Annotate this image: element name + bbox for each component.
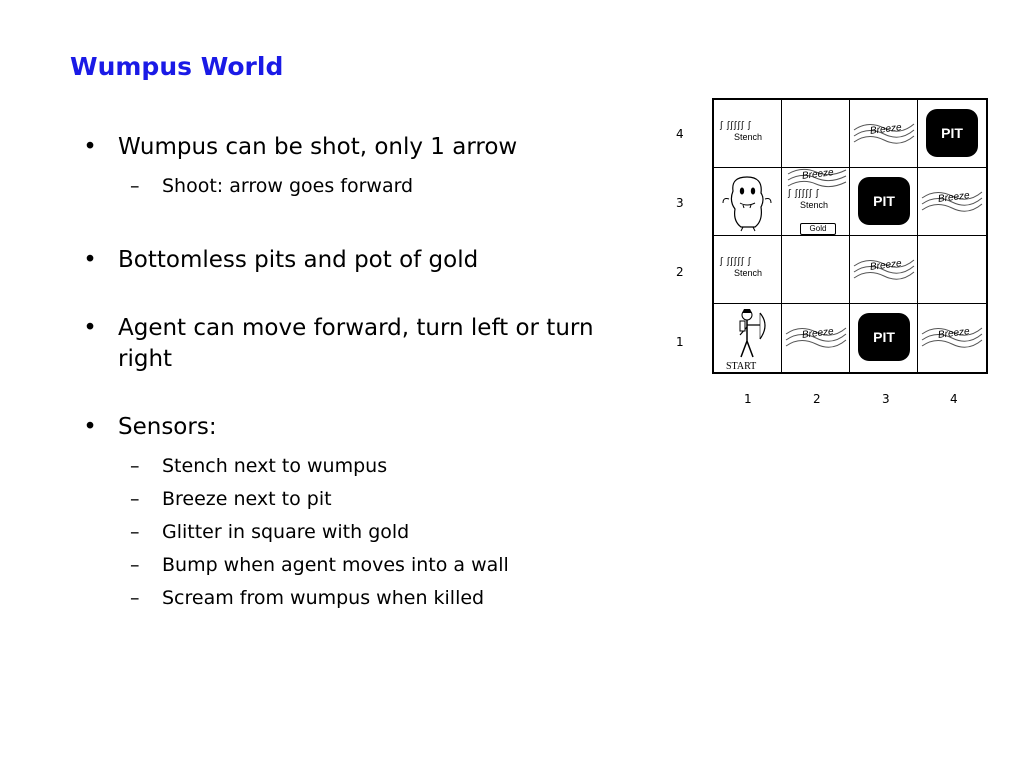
breeze-percept: [920, 320, 984, 354]
cell-r4c2: [782, 100, 850, 168]
cell-r4c3: [850, 100, 918, 168]
cell-r3c1: [714, 168, 782, 236]
breeze-percept: [852, 116, 916, 150]
breeze-label: Breeze: [801, 167, 835, 182]
sub-bullet-text: Bump when agent moves into a wall: [162, 554, 509, 576]
breeze-percept: [784, 320, 848, 354]
pit: PIT: [858, 313, 910, 361]
stench-squiggle-icon: ʃ ʃʃʃʃʃ ʃ: [720, 121, 752, 131]
stench-label: Stench: [800, 200, 829, 210]
breeze-percept: [784, 166, 848, 188]
agent-archer-icon: [728, 305, 778, 361]
bullet-dot: •: [83, 134, 97, 160]
stench-squiggle-icon: ʃ ʃʃʃʃʃ ʃ: [720, 257, 752, 267]
stench-squiggle-icon: ʃ ʃʃʃʃʃ ʃ: [788, 189, 820, 199]
stench-percept: [720, 258, 776, 282]
sub-bullet-item: [80, 582, 640, 615]
bullet-text: Sensors:: [118, 414, 217, 440]
sub-bullet-dash: –: [130, 455, 140, 477]
row-label: 4: [676, 127, 684, 141]
wumpus-world-figure: [660, 95, 1000, 415]
column-label: 1: [744, 392, 752, 406]
cell-r3c2: [782, 168, 850, 236]
breeze-percept: [920, 184, 984, 218]
start-label: START: [726, 361, 757, 372]
row-label: 3: [676, 196, 684, 210]
slide-title: Wumpus World: [70, 52, 284, 81]
cell-r3c4: [918, 168, 986, 236]
breeze-label: Breeze: [869, 122, 903, 137]
bullet-dot: •: [83, 414, 97, 440]
sub-bullet-dash: –: [130, 175, 140, 197]
breeze-percept: [852, 252, 916, 286]
sub-bullet-text: Scream from wumpus when killed: [162, 587, 485, 609]
bullet-item: [80, 313, 640, 375]
breeze-label: Breeze: [937, 190, 971, 205]
sub-bullet-dash: –: [130, 554, 140, 576]
gold-label: Gold: [800, 223, 836, 235]
sub-bullet-item: [80, 483, 640, 516]
column-label: 3: [882, 392, 890, 406]
breeze-label: Breeze: [869, 258, 903, 273]
row-label: 1: [676, 335, 684, 349]
wumpus-icon: [715, 169, 781, 235]
sub-bullet-dash: –: [130, 587, 140, 609]
column-label: 2: [813, 392, 821, 406]
cell-r1c2: [782, 304, 850, 372]
sub-bullet-dash: –: [130, 488, 140, 510]
breeze-label: Breeze: [937, 326, 971, 341]
bullet-text: Bottomless pits and pot of gold: [118, 247, 479, 273]
cave-grid: [712, 98, 988, 374]
cell-r3c3: [850, 168, 918, 236]
cell-r4c1: [714, 100, 782, 168]
cell-r2c2: [782, 236, 850, 304]
bullet-text: Wumpus can be shot, only 1 arrow: [118, 134, 518, 160]
cell-r4c4: [918, 100, 986, 168]
bullet-dot: •: [83, 315, 97, 341]
column-label: 4: [950, 392, 958, 406]
sub-bullet-dash: –: [130, 521, 140, 543]
pit: PIT: [926, 109, 978, 157]
sub-bullet-item: [80, 450, 640, 483]
stench-label: Stench: [734, 132, 763, 142]
bullet-item: [80, 245, 640, 276]
bullet-item: [80, 412, 640, 443]
pit: PIT: [858, 177, 910, 225]
cell-r2c3: [850, 236, 918, 304]
bullet-text: Agent can move forward, turn left or turn right: [118, 315, 594, 372]
stench-label: Stench: [734, 268, 763, 278]
stench-percept: [720, 122, 776, 146]
cell-r1c4: [918, 304, 986, 372]
sub-bullet-item: [80, 170, 640, 203]
cell-r1c3: [850, 304, 918, 372]
sub-bullet-item: [80, 549, 640, 582]
sub-bullet-text: Shoot: arrow goes forward: [162, 175, 414, 197]
bullet-list: [80, 132, 640, 615]
row-label: 2: [676, 265, 684, 279]
sub-bullet-text: Glitter in square with gold: [162, 521, 410, 543]
cell-r1c1: [714, 304, 782, 372]
breeze-label: Breeze: [801, 326, 835, 341]
sub-bullet-text: Breeze next to pit: [162, 488, 332, 510]
stench-percept: [788, 190, 844, 214]
sub-bullet-item: [80, 516, 640, 549]
bullet-dot: •: [83, 247, 97, 273]
cell-r2c1: [714, 236, 782, 304]
bullet-item: [80, 132, 640, 163]
sub-bullet-text: Stench next to wumpus: [162, 455, 388, 477]
cell-r2c4: [918, 236, 986, 304]
